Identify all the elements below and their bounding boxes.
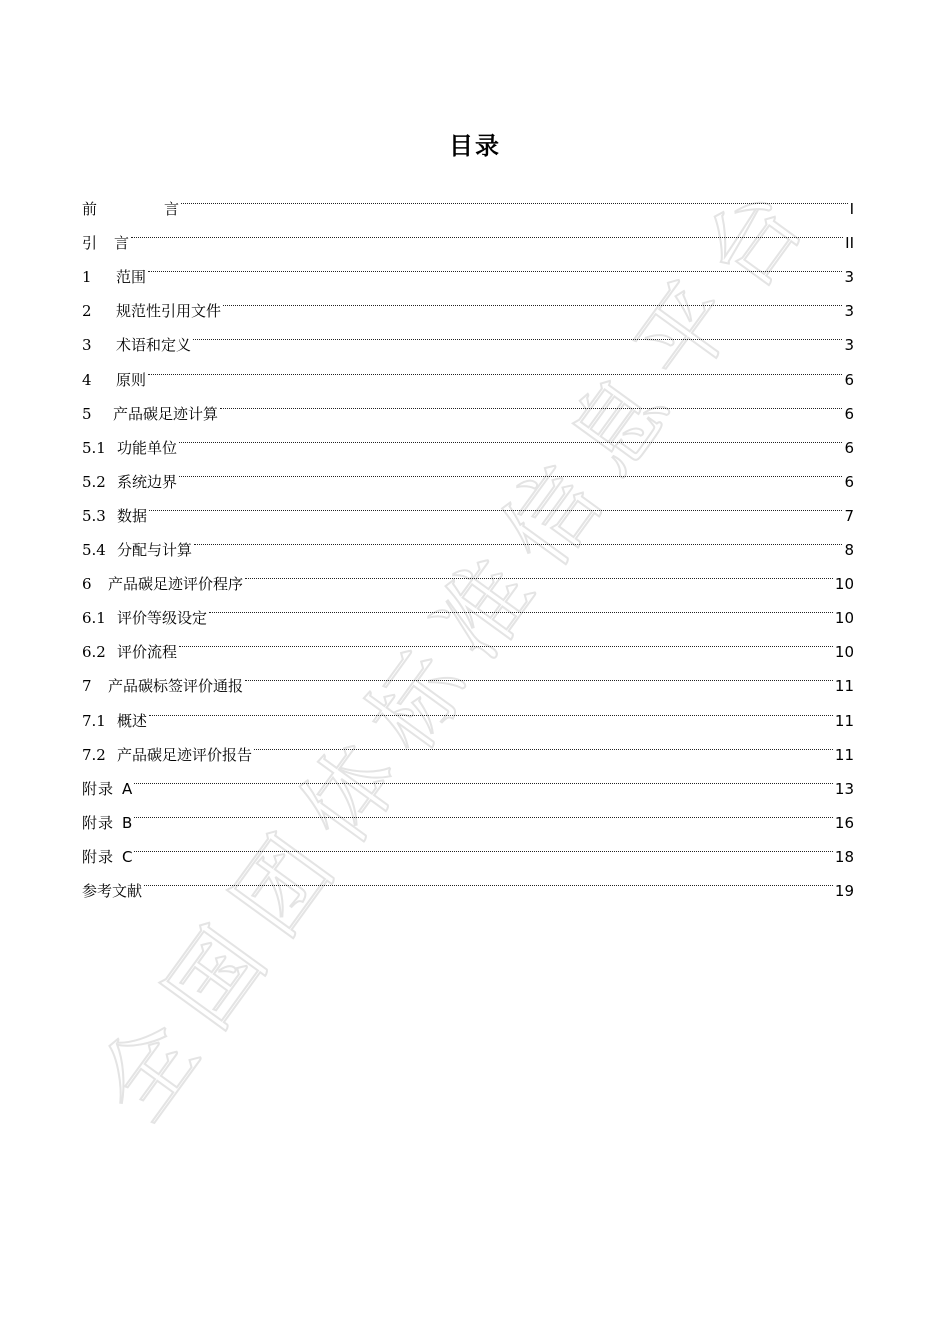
toc-entry-label: C	[122, 847, 133, 866]
toc-entry[interactable]	[82, 657, 854, 696]
toc-leader-dots	[194, 521, 842, 555]
toc-entry[interactable]	[82, 555, 854, 594]
toc-entry-number: 2	[82, 302, 92, 321]
toc-entry-number: 7.1	[82, 711, 106, 730]
toc-entry[interactable]	[82, 248, 854, 287]
watermark-glyph: 平	[616, 264, 757, 402]
toc-entry-page: 3	[844, 268, 854, 287]
toc-entry-label: 产品碳足迹评价程序	[108, 575, 244, 594]
toc-entry[interactable]	[82, 691, 854, 730]
toc-entry-page: 6	[844, 438, 854, 457]
toc-entry-number: 4	[82, 370, 92, 389]
toc-entry-label: 数据	[117, 506, 148, 525]
toc-entry-label: 产品碳标签评价通报	[108, 677, 244, 696]
toc-entry-number: 7.2	[82, 745, 106, 764]
watermark-glyph: 标	[347, 632, 489, 771]
toc-entry[interactable]	[82, 214, 854, 253]
toc-entry-number: 6.1	[82, 609, 106, 628]
toc-entry[interactable]	[82, 794, 854, 832]
watermark-glyph: 准	[414, 540, 556, 679]
page-title: 目录	[449, 132, 501, 160]
toc-leader-dots	[144, 862, 833, 896]
toc-entry-label: 参考文献	[82, 881, 143, 900]
toc-leader-dots	[134, 794, 833, 828]
toc-leader-dots	[245, 657, 833, 691]
toc-entry-page: 6	[844, 370, 854, 389]
toc-entry-number: 3	[82, 336, 92, 355]
watermark-glyph: 团	[212, 817, 354, 955]
toc-entry-page: 13	[834, 779, 854, 798]
toc-leader-dots	[181, 180, 848, 214]
toc-entry[interactable]	[82, 862, 854, 900]
toc-leader-dots	[209, 589, 833, 623]
toc-entry-number: 5.4	[82, 541, 106, 560]
toc-entry-label: 系统边界	[117, 472, 178, 491]
toc-entry[interactable]	[82, 385, 854, 423]
toc-entry-label: 功能单位	[117, 438, 178, 457]
toc-entry-page: 10	[834, 643, 854, 662]
toc-leader-dots	[193, 316, 842, 350]
toc-entry-number: 引	[82, 234, 99, 253]
toc-entry[interactable]	[82, 180, 854, 219]
toc-entry-label: 言	[164, 200, 180, 219]
toc-entry-page: I	[849, 200, 854, 219]
toc-entry-page: 3	[844, 336, 854, 355]
toc-entry-page: 3	[844, 302, 854, 321]
toc-entry[interactable]	[82, 316, 854, 355]
table-of-contents	[82, 180, 854, 900]
toc-entry-label: A	[122, 779, 133, 798]
watermark-glyph: 全	[78, 1001, 220, 1140]
toc-entry[interactable]	[82, 623, 854, 662]
toc-entry-number: 附录	[82, 813, 115, 832]
toc-leader-dots	[179, 419, 842, 453]
toc-entry-number: 6	[82, 575, 92, 594]
toc-entry[interactable]	[82, 453, 854, 491]
watermark-glyph: 息	[549, 356, 690, 494]
toc-entry[interactable]	[82, 487, 854, 525]
toc-entry-page: 8	[844, 541, 854, 560]
toc-leader-dots	[254, 726, 833, 760]
toc-leader-dots	[179, 623, 833, 657]
toc-leader-dots	[223, 282, 842, 316]
toc-entry-label: B	[122, 813, 133, 832]
toc-entry[interactable]	[82, 419, 854, 457]
toc-leader-dots	[148, 350, 842, 384]
toc-entry-page: 16	[834, 813, 854, 832]
toc-entry-number: 7	[82, 677, 92, 696]
toc-leader-dots	[245, 555, 833, 589]
toc-leader-dots	[148, 248, 842, 282]
toc-entry-page: 6	[844, 404, 854, 423]
toc-entry-number: 5.3	[82, 506, 106, 525]
toc-entry-number: 附录	[82, 779, 115, 798]
toc-leader-dots	[131, 214, 843, 248]
toc-entry[interactable]	[82, 350, 854, 389]
toc-entry[interactable]	[82, 760, 854, 798]
toc-entry-label: 概述	[117, 711, 148, 730]
toc-leader-dots	[149, 487, 842, 521]
toc-entry-number: 5	[82, 404, 92, 423]
toc-entry-label: 评价等级设定	[117, 609, 208, 628]
watermark-glyph: 体	[280, 725, 421, 863]
toc-entry-label: 术语和定义	[116, 336, 192, 355]
toc-leader-dots	[134, 760, 833, 794]
toc-entry[interactable]	[82, 828, 854, 866]
toc-entry-page: 11	[834, 745, 854, 764]
watermark-glyph: 国	[145, 909, 287, 1047]
toc-entry-page: 10	[834, 609, 854, 628]
toc-entry-label: 原则	[116, 370, 147, 389]
toc-entry-page: 18	[834, 847, 854, 866]
toc-entry-number: 1	[82, 268, 92, 287]
toc-entry-number: 附录	[82, 847, 115, 866]
toc-leader-dots	[179, 453, 842, 487]
toc-entry[interactable]	[82, 282, 854, 321]
toc-entry-page: 7	[844, 506, 854, 525]
toc-entry-label: 分配与计算	[117, 541, 193, 560]
toc-entry-number: 6.2	[82, 643, 106, 662]
toc-entry-page: II	[845, 234, 854, 253]
toc-entry-label: 产品碳足迹评价报告	[117, 745, 253, 764]
toc-leader-dots	[220, 385, 842, 419]
toc-entry-page: 11	[834, 677, 854, 696]
toc-entry-number: 5.2	[82, 472, 106, 491]
toc-entry-page: 19	[834, 881, 854, 900]
toc-leader-dots	[134, 828, 832, 862]
toc-entry-label: 评价流程	[117, 643, 178, 662]
toc-entry-label: 规范性引用文件	[116, 302, 222, 321]
watermark-glyph: 信	[481, 448, 623, 586]
toc-leader-dots	[149, 691, 833, 725]
toc-entry[interactable]	[82, 726, 854, 764]
toc-entry-page: 11	[834, 711, 854, 730]
watermark-glyph: 台	[683, 171, 825, 310]
toc-entry-label: 范围	[116, 268, 147, 287]
toc-entry-page: 6	[844, 472, 854, 491]
toc-entry-label: 产品碳足迹计算	[113, 404, 219, 423]
toc-entry[interactable]	[82, 521, 854, 560]
toc-entry-page: 10	[834, 575, 854, 594]
toc-entry-label: 言	[114, 234, 130, 253]
toc-entry-number: 前	[82, 200, 99, 219]
toc-entry-number: 5.1	[82, 438, 106, 457]
